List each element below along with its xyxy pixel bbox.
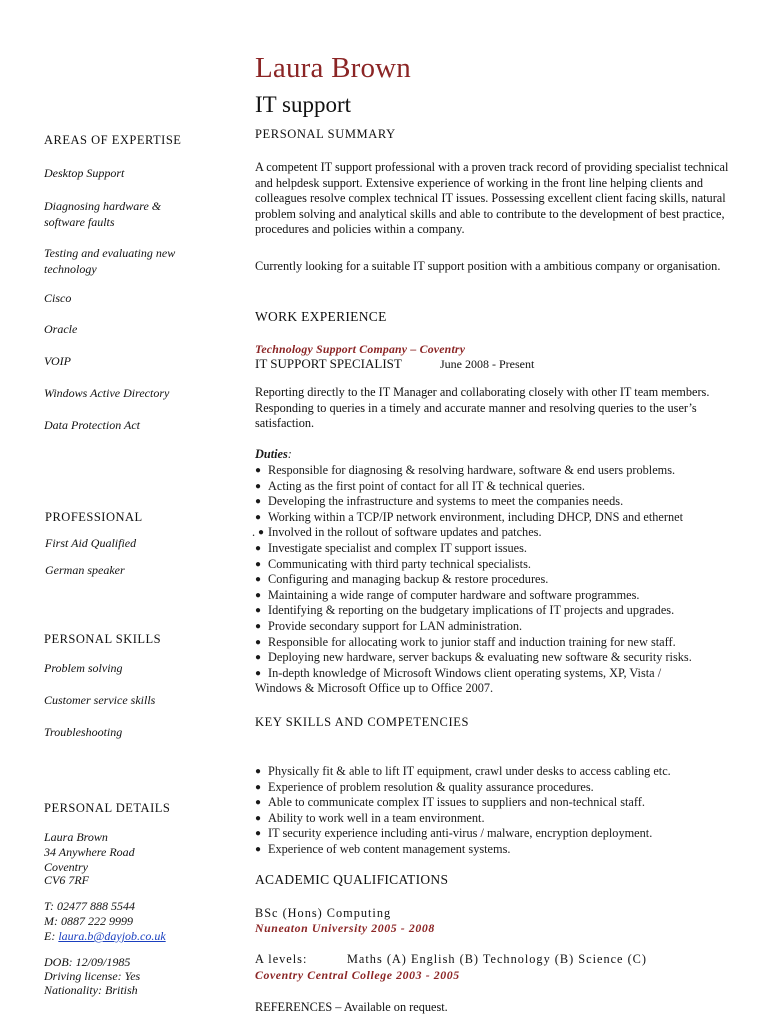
duty-item-text: Configuring and managing backup & restore procedures. [268, 572, 549, 587]
bullet-icon: ● [255, 542, 262, 554]
duties-colon: : [287, 447, 292, 461]
job-intro: Reporting directly to the IT Manager and collaborating closely with other IT team members. Responding to queries in a timely and accurate manner and resolving queries to the user’s satisfaction. [255, 385, 710, 431]
job-line [255, 356, 735, 372]
professional-heading: PROFESSIONAL [45, 510, 143, 524]
expertise-item: Windows Active Directory [44, 386, 170, 400]
duty-item-text: Provide secondary support for LAN administration. [268, 618, 523, 633]
references: REFERENCES – Available on request. [255, 1000, 448, 1014]
expertise-item: VOIP [44, 354, 71, 368]
duty-item-text: Acting as the first point of contact for all IT & technical queries. [268, 478, 585, 493]
bullet-icon: ● [255, 667, 262, 679]
duties-list [252, 463, 750, 697]
duty-item [255, 650, 750, 666]
duty-item-continuation: Windows & Microsoft Office up to Office 2007. [255, 681, 494, 696]
candidate-name: Laura Brown [255, 52, 412, 84]
company-name: Technology Support Company – Coventry [255, 342, 466, 356]
duties-label [255, 447, 292, 462]
skill-item: Troubleshooting [44, 725, 123, 739]
bullet-icon: ● [255, 797, 262, 809]
key-skill-item [255, 811, 750, 827]
bullet-icon: ● [255, 589, 262, 601]
duty-item [255, 588, 750, 604]
candidate-role: IT support [255, 92, 352, 117]
duty-item-text: Working within a TCP/IP network environment, including DHCP, DNS and ethernet [268, 509, 684, 524]
key-skill-item [255, 842, 750, 858]
bullet-icon: ● [255, 605, 262, 617]
duty-item [255, 494, 750, 510]
key-skills-list [255, 764, 750, 858]
details-nationality: Nationality: British [44, 983, 138, 997]
bullet-icon: ● [255, 652, 262, 664]
bullet-icon: ● [255, 511, 262, 523]
summary-paragraph: A competent IT support professional with a proven track record of providing specialist technical and helpdesk support. Extensive experience of working in the front line helping clients and colleagues resolve complex technical IT issues. Possessing excellent client facing skills, natural problem solving and analytical skills and able to contribute to the development of best practice, procedures and policies within a company. [255, 160, 729, 237]
key-skill-item [255, 764, 750, 780]
expertise-item: Desktop Support [44, 166, 125, 180]
summary-heading: PERSONAL SUMMARY [255, 127, 396, 141]
bullet-icon: ● [255, 465, 262, 476]
university: Nuneaton University 2005 - 2008 [255, 921, 435, 935]
key-skill-item [255, 795, 750, 811]
expertise-item: Data Protection Act [44, 418, 140, 432]
bullet-icon: ● [255, 812, 262, 824]
details-email-label: E: [44, 929, 59, 943]
professional-item: First Aid Qualified [45, 536, 137, 550]
duty-item [255, 603, 750, 619]
duty-item-text: Responsible for allocating work to junior staff and induction training for new staff. [268, 634, 676, 649]
bullet-icon: ● [255, 781, 262, 793]
duty-item-text: Responsible for diagnosing & resolving hardware, software & end users problems. [268, 463, 676, 477]
details-name: Laura Brown [44, 830, 108, 844]
college: Coventry Central College 2003 - 2005 [255, 968, 460, 982]
bullet-icon: ● [255, 496, 262, 508]
alevels-row [255, 952, 737, 968]
details-postcode: CV6 7RF [44, 873, 89, 887]
left-column [0, 0, 240, 1024]
stray-period: . [252, 525, 256, 540]
bullet-icon: ● [255, 766, 262, 777]
bullet-icon: ● [255, 636, 262, 648]
duty-item-text: Investigate specialist and complex IT support issues. [268, 540, 527, 555]
expertise-item: Testing and evaluating new technology [44, 246, 176, 276]
key-skill-item-text: Physically fit & able to lift IT equipment, crawl under desks to access cabling etc. [268, 764, 671, 778]
skill-item: Problem solving [44, 661, 123, 675]
duty-item-text: Communicating with third party technical specialists. [268, 556, 531, 571]
key-skills-heading: KEY SKILLS AND COMPETENCIES [255, 715, 470, 729]
job-dates: June 2008 - Present [440, 357, 535, 371]
duty-item-text: Developing the infrastructure and systems to meet the companies needs. [268, 494, 624, 509]
duty-item [255, 510, 750, 526]
duty-item-text: Deploying new hardware, server backups & evaluating new software & security risks. [268, 650, 692, 665]
duty-item [255, 572, 750, 588]
expertise-item: Diagnosing hardware & software faults [44, 199, 162, 229]
duty-item [255, 666, 750, 682]
details-email-row [44, 929, 219, 945]
duty-item-text: In-depth knowledge of Microsoft Windows client operating systems, XP, Vista / [268, 665, 662, 680]
work-heading: WORK EXPERIENCE [255, 309, 387, 324]
duty-item [255, 635, 750, 651]
key-skill-item [255, 826, 750, 842]
alevels-subjects: Maths (A) English (B) Technology (B) Science (C) [347, 952, 647, 966]
bullet-icon: ● [255, 574, 262, 586]
bullet-icon: ● [255, 843, 262, 855]
details-dob: DOB: 12/09/1985 [44, 955, 131, 969]
duty-item-text: Maintaining a wide range of computer hardware and software programmes. [268, 587, 640, 602]
key-skill-item-text: Able to communicate complex IT issues to suppliers and non-technical staff. [268, 795, 645, 810]
duty-item [255, 557, 750, 573]
details-address-line: Coventry [44, 860, 88, 874]
bullet-icon: ● [255, 620, 262, 632]
duty-item [255, 479, 750, 495]
duty-item [255, 463, 750, 479]
job-title: IT SUPPORT SPECIALIST [255, 356, 402, 371]
key-skill-item-text: Experience of problem resolution & quality assurance procedures. [268, 779, 594, 794]
expertise-heading: AREAS OF EXPERTISE [44, 133, 182, 147]
academic-heading: ACADEMIC QUALIFICATIONS [255, 872, 449, 887]
key-skill-item-text: Ability to work well in a team environment. [268, 810, 485, 825]
details-mobile: M: 0887 222 9999 [44, 914, 133, 928]
duty-item [255, 619, 750, 635]
professional-item: German speaker [45, 563, 125, 577]
summary-paragraph: Currently looking for a suitable IT support position with a ambitious company or organisation. [255, 259, 721, 273]
duties-label-text: Duties [255, 447, 288, 461]
duty-item [255, 541, 750, 557]
details-phone: T: 02477 888 5544 [44, 899, 136, 913]
duty-item-text: Identifying & reporting on the budgetary implications of IT projects and upgrades. [268, 603, 675, 618]
key-skill-item [255, 780, 750, 796]
email-link[interactable]: laura.b@dayjob.co.uk [58, 929, 166, 943]
bullet-icon: ● [255, 558, 262, 570]
key-skill-item-text: Experience of web content management systems. [268, 841, 511, 856]
details-license: Driving license: Yes [44, 969, 141, 983]
skills-heading: PERSONAL SKILLS [44, 632, 162, 646]
details-heading: PERSONAL DETAILS [44, 801, 171, 815]
expertise-item: Cisco [44, 291, 72, 305]
degree: BSc (Hons) Computing [255, 906, 392, 920]
expertise-item: Oracle [44, 322, 78, 336]
alevels-label: A levels: [255, 952, 308, 966]
details-address-line: 34 Anywhere Road [44, 845, 135, 859]
duty-item-text: Involved in the rollout of software updates and patches. [268, 525, 542, 540]
bullet-icon: ● [255, 828, 262, 840]
skill-item: Customer service skills [44, 693, 156, 707]
key-skill-item-text: IT security experience including anti-virus / malware, encryption deployment. [268, 826, 653, 841]
bullet-icon: ● [258, 527, 265, 539]
duty-item [252, 525, 750, 541]
bullet-icon: ● [255, 480, 262, 492]
